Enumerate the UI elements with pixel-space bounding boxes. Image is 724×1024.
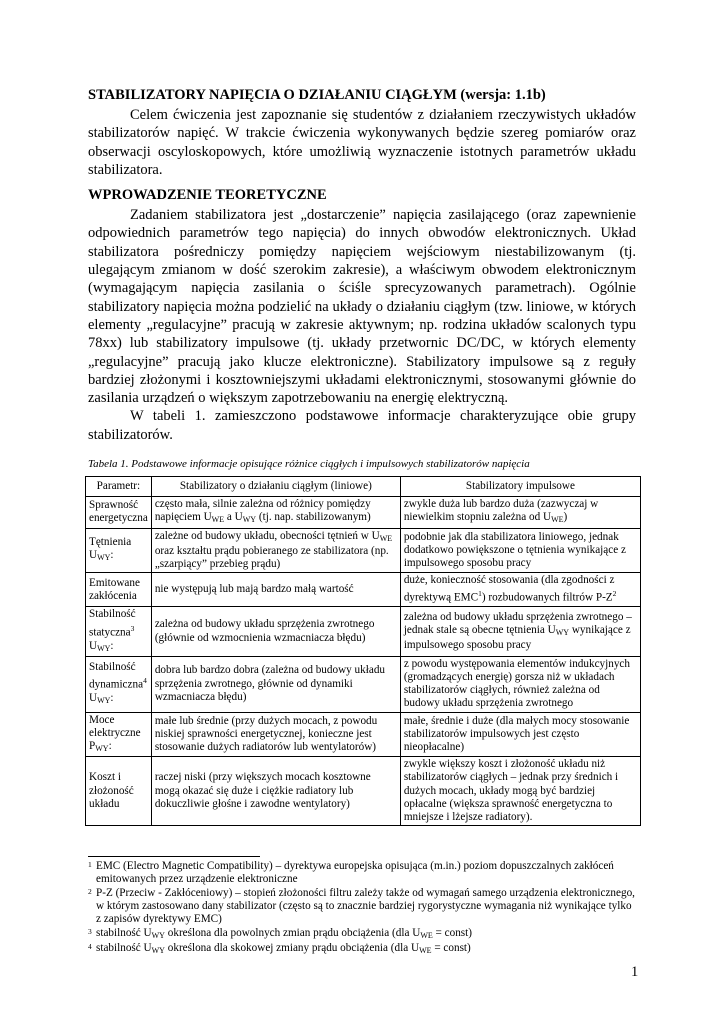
linear-cell: zależna od budowy układu sprzężenia zwrotnego (głównie od wzmocnienia wzmacniacza błędu) [151, 607, 400, 656]
page-content [88, 86, 636, 957]
param-cell: Stabilność dynamiczna$^4$ $U_{WY}$: [86, 656, 152, 712]
table-row [86, 712, 641, 757]
param-cell: Emitowane zakłócenia [86, 573, 152, 607]
linear-cell: często mała, silnie zależna od różnicy pomiędzy napięciem $U_{WE}$ a $U_{WY}$ (tj. nap. stabilizowanym) [151, 497, 400, 528]
linear-cell: raczej niski (przy większych mocach kosztowne mogą okazać się duże i ciężkie radiatory lub dokuczliwie głośne i zawodne wentylatory) [151, 757, 400, 826]
table-intro-paragraph: W tabeli 1. zamieszczono podstawowe informacje charakteryzujące obie grupy stabilizatorów. [88, 408, 636, 443]
switching-cell: podobnie jak dla stabilizatora liniowego, jednak dodatkowo powiększone o tętnienia wynikające z impulsowego sposobu pracy [400, 528, 640, 573]
table-row [86, 607, 641, 656]
intro-paragraph: Celem ćwiczenia jest zapoznanie się studentów z działaniem rzeczywistych układów stabilizatorów napięć. W trakcie ćwiczenia wykonywanych będzie szereg pomiarów oraz obserwacji oscyloskopowych, które umożliwią wyznaczenie istotnych parametrów układu stabilizatora. [88, 107, 636, 178]
switching-cell: z powodu występowania elementów indukcyjnych (gromadzących energię) gorsza niż w układach stabilizatorów ciągłych, również zależna od budowy układu sprzężenia zwrotnego [400, 656, 640, 712]
table-header-row [86, 477, 641, 497]
switching-cell: duże, konieczność stosowania (dla zgodności z dyrektywą EMC$^1$) rozbudowanych filtrów $P-Z^2$ [400, 573, 640, 607]
linear-cell: nie występują lub mają bardzo małą wartość [151, 573, 400, 607]
switching-cell: małe, średnie i duże (dla małych mocy stosowanie stabilizatorów impulsowych jest często nieopłacalne) [400, 712, 640, 757]
table-row [86, 497, 641, 528]
theory-paragraph: Zadaniem stabilizatora jest „dostarczenie” napięcia zasilającego (oraz zapewnienie odpowiednich parametrów tego napięcia) do innych obwodów elektronicznych. Układ stabilizatora pośredniczy pomiędzy napięciem wejściowym niestabilizowanym (tj. ulegającym zmianom w dość szerokim zakresie), a właściwym obwodem elektronicznym (wymagającym napięcia zasilania o ściśle sprecyzowanych parametrach). Ogólnie stabilizatory napięcia można podzielić na układy o działaniu ciągłym (tzw. liniowe, w których elementy „regulacyjne” pracują w zakresie aktywnym; np. rodzina układów scalonych typu 78xx) lub stabilizatory impulsowe (tj. układy przetwornic DC/DC, w których elementy „regulacyjne” pracują jako klucze elektroniczne). Stabilizatory impulsowe są z reguły bardziej złożonymi i kosztowniejszymi układami elektronicznymi, stosowanymi głównie do zasilania urządzeń o większym zapotrzebowaniu na energię elektryczną. [88, 207, 636, 407]
switching-cell: zwykle duża lub bardzo duża (zazwyczaj w niewielkim stopniu zależna od $U_{WE}$) [400, 497, 640, 528]
table-caption: Tabela 1. Podstawowe informacje opisujące różnice ciągłych i impulsowych stabilizatorów napięcia [88, 458, 530, 471]
footnote: 3 stabilność $U_{WY}$ określona dla powolnych zmian prądu obciążenia (dla $U_{WE}$ = const) [88, 926, 472, 940]
header-linear: Stabilizatory o działaniu ciągłym (liniowe) [151, 477, 400, 497]
table-row [86, 757, 641, 826]
table-row [86, 656, 641, 712]
document-title: STABILIZATORY NAPIĘCIA O DZIAŁANIU CIĄGŁYM (wersja: 1.1b) [88, 87, 546, 103]
footnote: 1 EMC (Electro Magnetic Compatibility) – dyrektywa europejska opisująca (m.in.) poziom dopuszczalnych zakłóceń emitowanych przez urządzenie elektroniczne [88, 860, 614, 886]
footnote: 4 stabilność $U_{WY}$ określona dla skokowej zmiany prądu obciążenia (dla $U_{WE}$ = const) [88, 941, 471, 955]
page-number: 1 [631, 964, 639, 980]
linear-cell: dobra lub bardzo dobra (zależna od budowy układu sprzężenia zwrotnego, głównie od dynamiki wzmacniacza błędu) [151, 656, 400, 712]
param-cell: Sprawność energetyczna [86, 497, 152, 528]
param-cell: Stabilność statyczna$^3$ $U_{WY}$: [86, 607, 152, 656]
param-cell: Koszt i złożoność układu [86, 757, 152, 826]
linear-cell: zależne od budowy układu, obecności tętnień w $U_{WE}$ oraz kształtu prądu pobieranego ze stabilizatora (np. „szarpiący” przebieg prądu) [151, 528, 400, 573]
param-cell: Moce elektryczne $P_{WY}$: [86, 712, 152, 757]
header-switching: Stabilizatory impulsowe [400, 477, 640, 497]
table-row [86, 573, 641, 607]
header-parameter: Parametr: [86, 477, 152, 497]
switching-cell: zwykle większy koszt i złożoność układu niż stabilizatorów ciągłych – jednak przy średnich i dużych mocach, układy mogą być bardziej opłacalne (większa sprawność energetyczna to mniejsze i lżejsze radiatory). [400, 757, 640, 826]
linear-cell: małe lub średnie (przy dużych mocach, z powodu niskiej sprawności energetycznej, konieczne jest stosowanie dużych radiatorów lub wentylatorów) [151, 712, 400, 757]
table-row [86, 528, 641, 573]
footnote-divider [88, 856, 260, 857]
comparison-table [85, 476, 641, 826]
footnote: 2 P-Z (Przeciw - Zakłóceniowy) – stopień złożoności filtru zależy także od wymagań samego urządzenia elektronicznego, w którym zastosowano dany stabilizator (często są to znacznie bardziej rygorystyczne wymagania niż wynikające tylko z zapisów dyrektywy EMC) [88, 886, 635, 926]
section-heading: WPROWADZENIE TEORETYCZNE [88, 187, 327, 204]
switching-cell: zależna od budowy układu sprzężenia zwrotnego – jednak stale są obecne tętnienia $U_{WY}$ wynikające z impulsowego sposobu pracy [400, 607, 640, 656]
param-cell: Tętnienia $U_{WY}$: [86, 528, 152, 573]
